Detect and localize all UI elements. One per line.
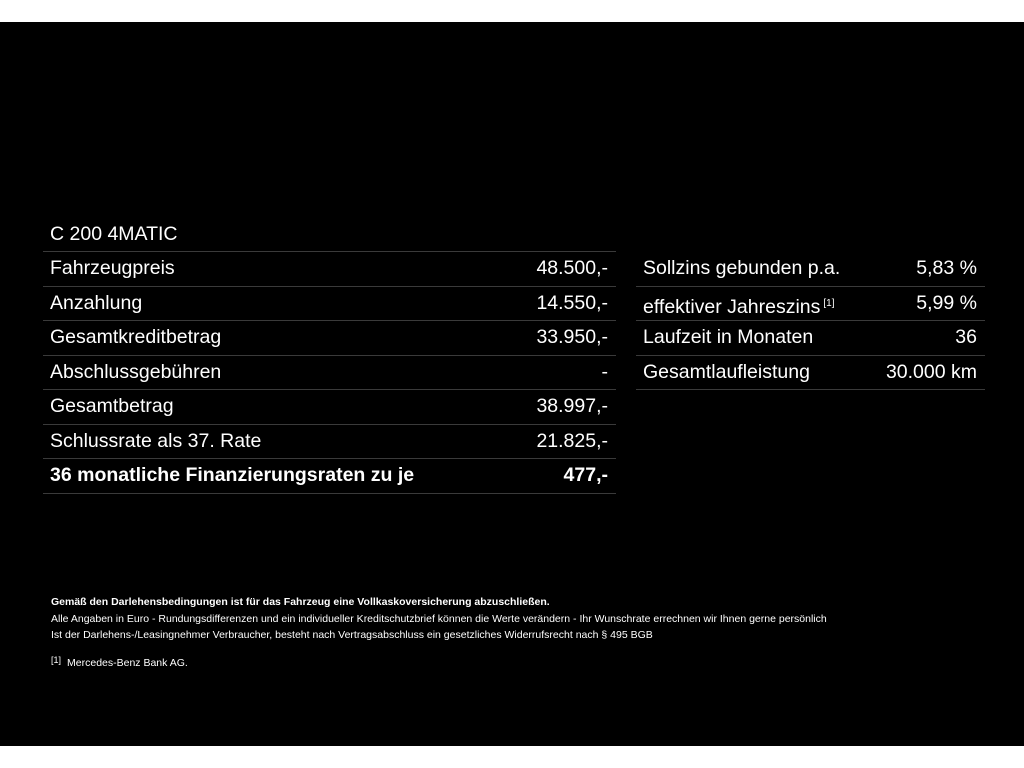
row-label: Anzahlung — [50, 291, 143, 314]
footnote-reference: [1] — [823, 297, 835, 309]
table-row-fahrzeugpreis — [43, 252, 616, 287]
row-label: Gesamtkreditbetrag — [50, 326, 222, 348]
row-label: 36 monatliche Finanzierungsraten zu je — [50, 464, 415, 486]
table-row-gesamtlaufleistung — [636, 356, 985, 391]
row-value: 38.997,- — [536, 395, 608, 417]
table-row-anzahlung — [43, 287, 616, 322]
table-row-gesamtkreditbetrag — [43, 321, 616, 356]
footnote-mark: [1] — [51, 655, 62, 665]
table-row-effektiver-jahreszins — [636, 287, 985, 322]
row-value: 33.950,- — [536, 326, 608, 348]
table-row-laufzeit — [636, 321, 985, 356]
row-label: Gesamtbetrag — [50, 395, 174, 417]
row-label: effektiver Jahreszins — [643, 295, 821, 318]
row-label: Fahrzeugpreis — [50, 257, 175, 279]
row-label: Schlussrate als 37. Rate — [50, 429, 262, 452]
row-label: Sollzins gebunden p.a. — [643, 257, 841, 279]
row-value: 30.000 km — [885, 360, 977, 383]
row-label-group — [643, 287, 835, 321]
row-label: Abschlussgebühren — [50, 360, 222, 383]
row-value: 48.500,- — [536, 257, 608, 279]
row-value: 477,- — [563, 464, 608, 486]
financing-table — [43, 218, 616, 494]
row-label: Laufzeit in Monaten — [643, 326, 814, 348]
legal-notes — [51, 594, 1011, 642]
rate-table — [636, 252, 985, 390]
row-value: 5,83 % — [916, 257, 977, 279]
withdrawal-note: Ist der Darlehens-/Leasingnehmer Verbraucher, besteht nach Vertragsabschluss ein gesetzliches Widerrufsrecht nach § 495 BGB — [51, 629, 653, 641]
table-row-schlussrate — [43, 425, 616, 460]
row-value: 14.550,- — [536, 291, 608, 314]
row-value: - — [601, 360, 608, 383]
footnote — [51, 653, 188, 670]
table-row-gesamtbetrag — [43, 390, 616, 425]
table-row-sollzins — [636, 252, 985, 287]
financing-slide — [0, 22, 1024, 746]
table-row-monthly-rate — [43, 459, 616, 494]
table-row-abschlussgebuehren — [43, 356, 616, 391]
rounding-note: Alle Angaben in Euro - Rundungsdifferenzen und ein individueller Kreditschutzbrief können die Werte verändern - Ihr Wunschrate errechnen wir Ihnen gerne persönlich — [51, 613, 827, 625]
footnote-text: Mercedes-Benz Bank AG. — [67, 657, 188, 669]
row-value: 5,99 % — [916, 291, 977, 314]
row-value: 21.825,- — [536, 429, 608, 452]
row-label: Gesamtlaufleistung — [643, 360, 810, 383]
insurance-note: Gemäß den Darlehensbedingungen ist für das Fahrzeug eine Vollkaskoversicherung abzuschließen. — [51, 596, 550, 608]
model-title: C 200 4MATIC — [43, 218, 616, 252]
row-value: 36 — [955, 326, 977, 348]
